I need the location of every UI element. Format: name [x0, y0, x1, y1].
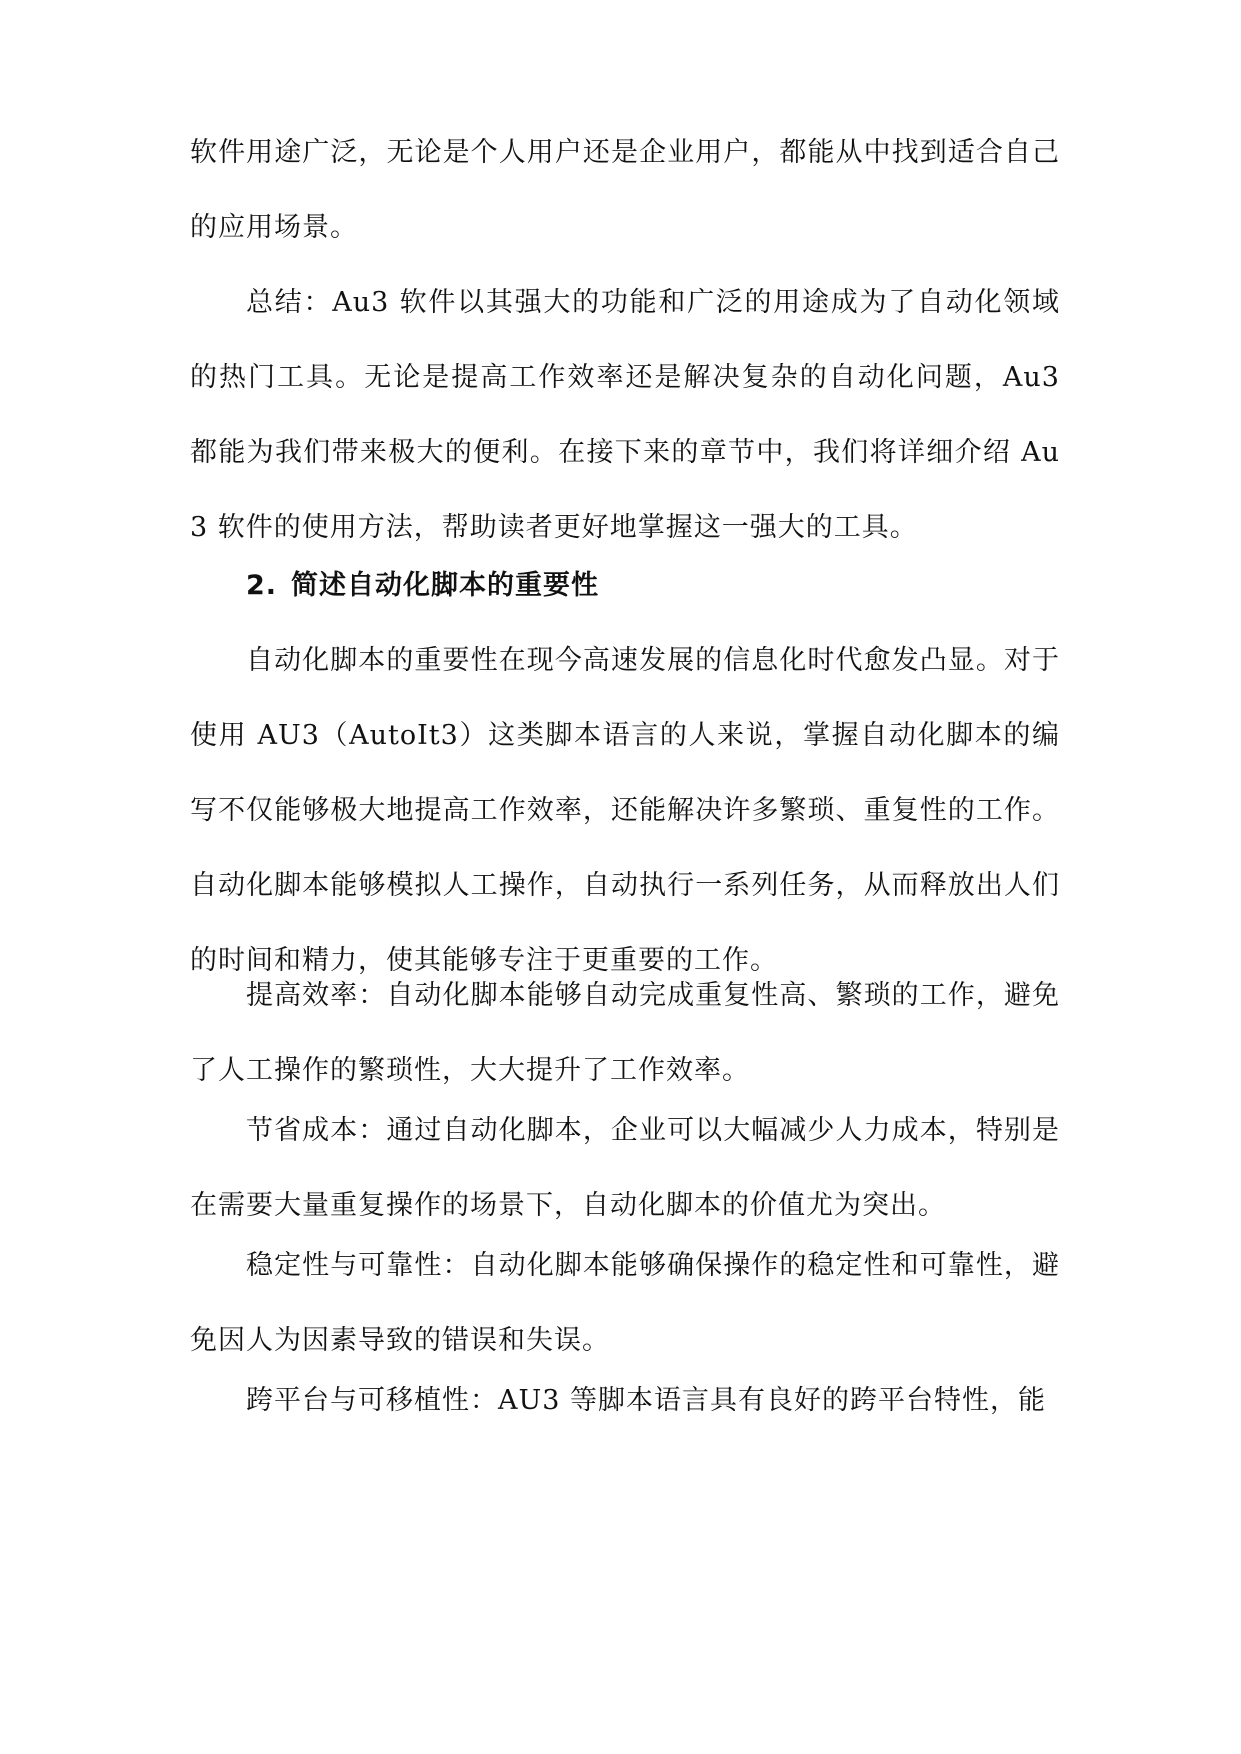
section-number: 2.	[246, 570, 278, 601]
paragraph-continued-usage: 软件用途广泛，无论是个人用户还是企业用户，都能从中找到适合自己的应用场景。	[190, 137, 1060, 243]
paragraph-cost-saving: 节省成本：通过自动化脚本，企业可以大幅减少人力成本，特别是在需要大量重复操作的场景下，自动化脚本的价值尤为突出。	[190, 1115, 1060, 1221]
paragraph-summary: 总结：Au3 软件以其强大的功能和广泛的用途成为了自动化领域的热门工具。无论是提高工作效率还是解决复杂的自动化问题，Au3 都能为我们带来极大的便利。在接下来的章节中，我们将详细介绍 Au3 软件的使用方法，帮助读者更好地掌握这一强大的工具。	[190, 287, 1060, 543]
paragraph-efficiency: 提高效率：自动化脚本能够自动完成重复性高、繁琐的工作，避免了人工操作的繁琐性，大大提升了工作效率。	[190, 980, 1060, 1086]
section-title: 简述自动化脚本的重要性	[291, 570, 600, 601]
section-heading	[246, 566, 1046, 606]
paragraph-stability: 稳定性与可靠性：自动化脚本能够确保操作的稳定性和可靠性，避免因人为因素导致的错误和失误。	[190, 1250, 1060, 1356]
paragraph-cross-platform: 跨平台与可移植性：AU3 等脚本语言具有良好的跨平台特性，能	[246, 1385, 1047, 1416]
paragraph-importance-intro: 自动化脚本的重要性在现今高速发展的信息化时代愈发凸显。对于使用 AU3（AutoIt3）这类脚本语言的人来说，掌握自动化脚本的编写不仅能够极大地提高工作效率，还能解决许多繁琐、重复性的工作。自动化脚本能够模拟人工操作，自动执行一系列任务，从而释放出人们的时间和精力，使其能够专注于更重要的工作。	[190, 645, 1060, 976]
